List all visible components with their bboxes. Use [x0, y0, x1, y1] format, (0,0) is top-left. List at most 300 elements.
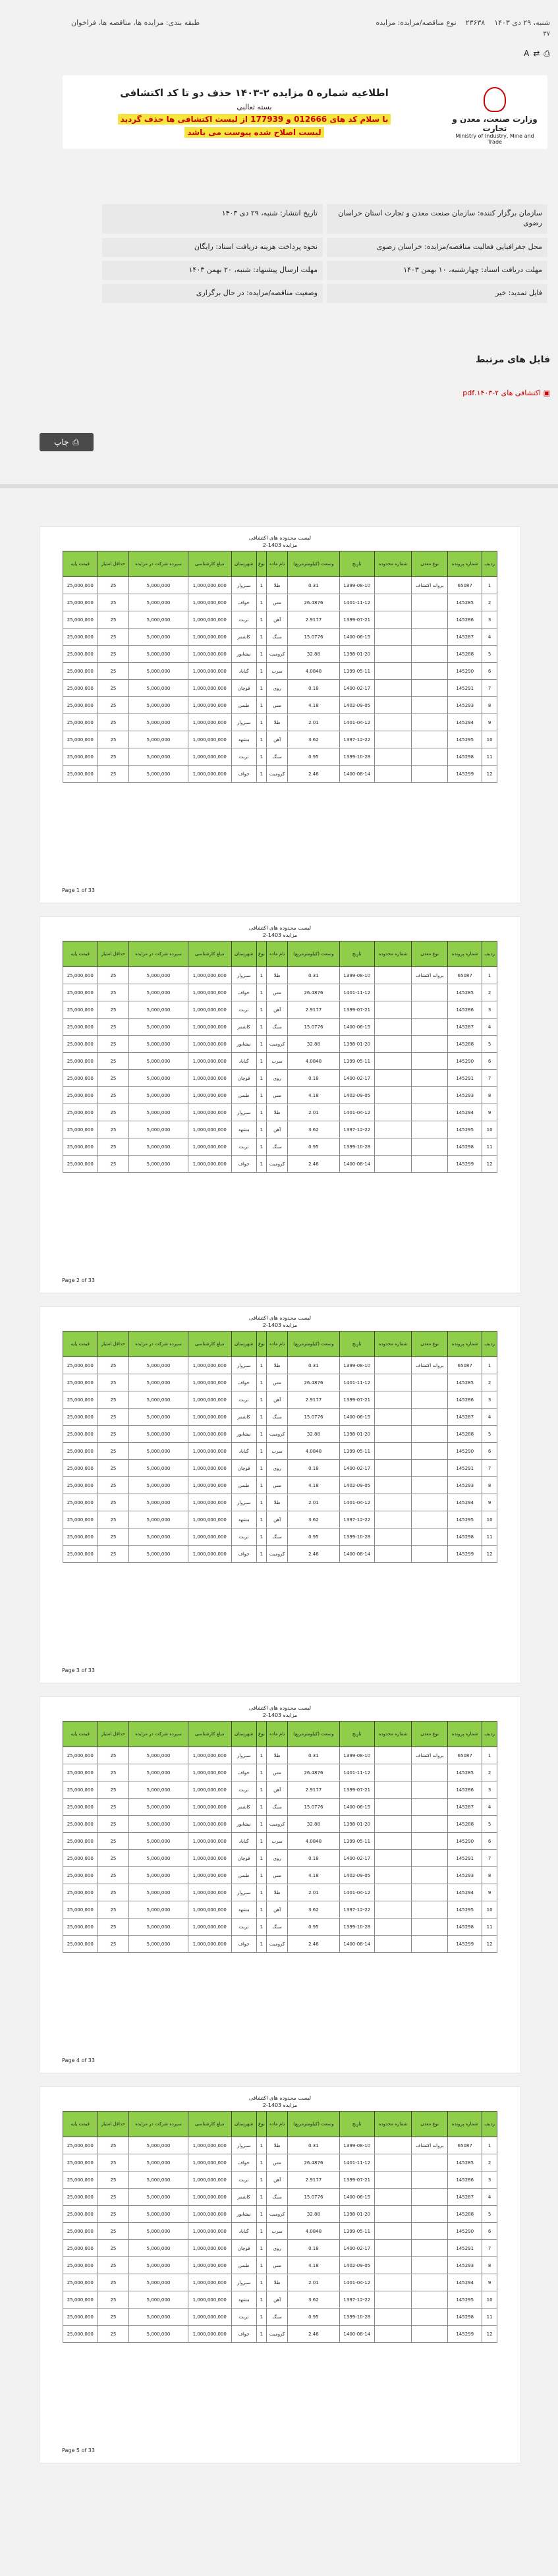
table-cell: 25: [98, 1546, 129, 1563]
table-row: [63, 1138, 497, 1156]
table-cell: 1,000,000,000: [188, 646, 231, 663]
table-row: [63, 1036, 497, 1053]
table-cell: 10: [482, 1121, 497, 1138]
table-cell: 1: [482, 1357, 497, 1374]
table-cell: 1,000,000,000: [188, 1138, 231, 1156]
pdf-page: [40, 917, 520, 1293]
table-row: [63, 766, 497, 783]
table-cell: 25,000,000: [63, 1884, 98, 1901]
table-cell: 1,000,000,000: [188, 1936, 231, 1953]
table-cell: 0.31: [288, 2137, 340, 2154]
table-cell: [412, 714, 448, 731]
table-cell: 145298: [448, 1918, 482, 1936]
table-header-cell: تاریخ: [339, 2112, 374, 2137]
table-cell: مس: [267, 984, 288, 1001]
table-cell: [374, 2223, 411, 2240]
table-cell: 1,000,000,000: [188, 1764, 231, 1781]
table-cell: 5,000,000: [129, 1901, 188, 1918]
table-cell: 1402-09-05: [339, 1087, 374, 1104]
table-cell: 1: [256, 1156, 267, 1173]
table-cell: 145287: [448, 1409, 482, 1426]
table-cell: 10: [482, 1901, 497, 1918]
pdf-page-footer: Page 4 of 33: [62, 2058, 95, 2063]
table-cell: 10: [482, 1511, 497, 1528]
pdf-page-subheader: مزایده 1403-2: [262, 1712, 298, 1718]
table-cell: 4.0848: [288, 1053, 340, 1070]
table-cell: 1400-08-14: [339, 1546, 374, 1563]
table-cell: 25,000,000: [63, 1477, 98, 1494]
table-cell: 11: [482, 748, 497, 766]
table-cell: 1: [256, 731, 267, 748]
table-cell: 8: [482, 697, 497, 714]
table-cell: سرب: [267, 1053, 288, 1070]
table-row: [63, 1799, 497, 1816]
table-cell: [412, 2171, 448, 2189]
table-cell: [374, 1121, 411, 1138]
table-cell: 1: [256, 1918, 267, 1936]
table-cell: 4.18: [288, 1087, 340, 1104]
table-row: [63, 1901, 497, 1918]
table-cell: 25: [98, 1528, 129, 1546]
table-cell: 1399-10-28: [339, 2309, 374, 2326]
table-header-cell: شماره پرونده: [448, 551, 482, 577]
table-cell: [412, 1884, 448, 1901]
table-cell: 25,000,000: [63, 714, 98, 731]
print-icon[interactable]: ⎙: [544, 49, 550, 58]
highlight-notice-1: با سلام کد های 012666 و 177939 از لیست اکتشافی ها حذف گردید: [118, 114, 391, 125]
table-cell: 26.4876: [288, 1374, 340, 1391]
table-cell: 25,000,000: [63, 594, 98, 611]
table-cell: [374, 1781, 411, 1799]
table-cell: [412, 2291, 448, 2309]
table-header-cell: ردیف: [482, 941, 497, 967]
table-row: [63, 2137, 497, 2154]
table-cell: 1,000,000,000: [188, 1546, 231, 1563]
table-cell: 25: [98, 1070, 129, 1087]
pdf-file-link[interactable]: [462, 389, 550, 397]
table-cell: 5,000,000: [129, 1460, 188, 1477]
table-cell: 6: [482, 1443, 497, 1460]
table-cell: [412, 984, 448, 1001]
table-cell: 145290: [448, 1833, 482, 1850]
table-cell: 1: [256, 663, 267, 680]
table-cell: قوچان: [231, 2240, 256, 2257]
print-button[interactable]: [40, 433, 94, 451]
table-cell: [374, 1443, 411, 1460]
table-cell: 25,000,000: [63, 1070, 98, 1087]
table-cell: [374, 2206, 411, 2223]
table-cell: 1,000,000,000: [188, 697, 231, 714]
table-cell: 1399-10-28: [339, 1918, 374, 1936]
table-cell: 145286: [448, 1391, 482, 1409]
table-cell: خواف: [231, 1546, 256, 1563]
table-cell: 25,000,000: [63, 663, 98, 680]
table-cell: 1399-05-11: [339, 1053, 374, 1070]
table-cell: 25,000,000: [63, 1528, 98, 1546]
table-header-cell: شماره محدوده: [374, 1331, 411, 1357]
table-cell: 7: [482, 2240, 497, 2257]
table-cell: 25: [98, 1053, 129, 1070]
table-cell: 5,000,000: [129, 1426, 188, 1443]
table-cell: پروانه اکتشاف: [412, 967, 448, 984]
table-cell: 25,000,000: [63, 2240, 98, 2257]
table-cell: 25,000,000: [63, 1781, 98, 1799]
table-header-cell: شهرستان: [231, 2112, 256, 2137]
table-cell: 9: [482, 1104, 497, 1121]
table-cell: 145288: [448, 1816, 482, 1833]
table-cell: 145291: [448, 1070, 482, 1087]
table-cell: 25,000,000: [63, 1918, 98, 1936]
table-cell: [374, 748, 411, 766]
table-cell: 25,000,000: [63, 1104, 98, 1121]
table-cell: [412, 680, 448, 697]
table-cell: [374, 1867, 411, 1884]
table-cell: 25,000,000: [63, 748, 98, 766]
table-cell: [374, 611, 411, 629]
pdf-page: [40, 1697, 520, 2073]
table-cell: 2.01: [288, 2274, 340, 2291]
table-row: [63, 577, 497, 594]
table-cell: 25,000,000: [63, 1799, 98, 1816]
table-cell: 1: [256, 748, 267, 766]
table-cell: 25: [98, 629, 129, 646]
table-cell: [412, 1460, 448, 1477]
table-cell: 25: [98, 1936, 129, 1953]
table-row: [63, 646, 497, 663]
table-cell: 3.62: [288, 1511, 340, 1528]
table-header-cell: شماره محدوده: [374, 2112, 411, 2137]
table-cell: طبس: [231, 697, 256, 714]
table-cell: سنگ: [267, 1019, 288, 1036]
table-cell: 5,000,000: [129, 2206, 188, 2223]
table-cell: [374, 1936, 411, 1953]
table-cell: 1399-07-21: [339, 1391, 374, 1409]
table-cell: 1: [256, 1901, 267, 1918]
table-cell: 1: [256, 1747, 267, 1764]
table-cell: 5,000,000: [129, 2257, 188, 2274]
table-cell: 5,000,000: [129, 1053, 188, 1070]
table-cell: 25: [98, 1781, 129, 1799]
table-cell: [412, 1477, 448, 1494]
table-cell: 3.62: [288, 2291, 340, 2309]
table-cell: 0.95: [288, 1918, 340, 1936]
table-cell: کرومیت: [267, 2206, 288, 2223]
table-cell: 145298: [448, 748, 482, 766]
table-row: [63, 2171, 497, 2189]
table-row: [63, 1104, 497, 1121]
table-cell: 25,000,000: [63, 1036, 98, 1053]
table-cell: 1399-05-11: [339, 2223, 374, 2240]
table-cell: 1,000,000,000: [188, 2171, 231, 2189]
table-cell: 1400-06-15: [339, 1409, 374, 1426]
table-cell: 4.18: [288, 1477, 340, 1494]
table-row: [63, 1936, 497, 1953]
table-cell: 25: [98, 1001, 129, 1019]
table-cell: 5,000,000: [129, 577, 188, 594]
table-cell: کاشمر: [231, 1409, 256, 1426]
table-cell: [374, 1053, 411, 1070]
table-cell: 5,000,000: [129, 663, 188, 680]
category[interactable]: طبقه بندی: مزایده ها، مناقصه ها، فراخوان: [71, 18, 200, 27]
table-cell: 25: [98, 1156, 129, 1173]
table-cell: مس: [267, 2154, 288, 2171]
pdf-page-subheader: مزایده 1403-2: [262, 2102, 298, 2108]
table-cell: 1,000,000,000: [188, 1001, 231, 1019]
table-cell: 5,000,000: [129, 2274, 188, 2291]
table-row: [63, 611, 497, 629]
table-cell: طبس: [231, 2257, 256, 2274]
table-cell: 1: [256, 629, 267, 646]
table-cell: 1,000,000,000: [188, 1070, 231, 1087]
pdf-page: [40, 2087, 520, 2463]
table-row: [63, 1494, 497, 1511]
table-cell: [374, 697, 411, 714]
pdf-page-header: لیست محدوده های اکتشافی: [248, 1315, 312, 1321]
table-cell: 1: [256, 2223, 267, 2240]
table-cell: 145286: [448, 1781, 482, 1799]
table-cell: 1399-07-21: [339, 611, 374, 629]
table-cell: 26.4876: [288, 984, 340, 1001]
table-cell: طلا: [267, 2137, 288, 2154]
table-row: [63, 1747, 497, 1764]
table-cell: 5,000,000: [129, 1070, 188, 1087]
info-grid: [102, 204, 547, 303]
table-cell: 25,000,000: [63, 984, 98, 1001]
table-cell: سرب: [267, 2223, 288, 2240]
table-row: [63, 2154, 497, 2171]
table-row: [63, 629, 497, 646]
table-row: [63, 714, 497, 731]
table-cell: 4.0848: [288, 1833, 340, 1850]
table-cell: [412, 629, 448, 646]
table-cell: 1,000,000,000: [188, 611, 231, 629]
table-cell: 2.9177: [288, 1001, 340, 1019]
table-cell: 5,000,000: [129, 2171, 188, 2189]
table-cell: 25: [98, 1901, 129, 1918]
pdf-page: [40, 527, 520, 903]
divider: [0, 484, 558, 488]
table-cell: 9: [482, 2274, 497, 2291]
table-cell: 145293: [448, 1867, 482, 1884]
table-cell: 25,000,000: [63, 697, 98, 714]
exploration-table: [63, 1331, 497, 1563]
subtitle: بسته ثعالبی: [237, 103, 272, 111]
table-cell: 1: [256, 1087, 267, 1104]
table-cell: [374, 1070, 411, 1087]
table-cell: 32.88: [288, 2206, 340, 2223]
table-cell: 5: [482, 646, 497, 663]
table-cell: 25,000,000: [63, 1053, 98, 1070]
table-cell: 1: [256, 594, 267, 611]
table-cell: 25: [98, 748, 129, 766]
table-cell: نیشابور: [231, 1816, 256, 1833]
table-cell: 145288: [448, 1426, 482, 1443]
table-header-cell: نوع معدن: [412, 1331, 448, 1357]
table-cell: 145290: [448, 663, 482, 680]
table-cell: پروانه اکتشاف: [412, 2137, 448, 2154]
table-cell: [374, 680, 411, 697]
table-cell: 12: [482, 1546, 497, 1563]
table-cell: سنگ: [267, 2309, 288, 2326]
share-icon[interactable]: ⇄: [533, 49, 540, 58]
table-cell: 1397-12-22: [339, 1121, 374, 1138]
table-cell: 0.18: [288, 1460, 340, 1477]
table-cell: 25,000,000: [63, 2206, 98, 2223]
table-cell: 1401-11-12: [339, 2154, 374, 2171]
table-cell: [412, 1546, 448, 1563]
table-cell: 5,000,000: [129, 1764, 188, 1781]
table-cell: 0.95: [288, 1138, 340, 1156]
table-cell: 5,000,000: [129, 984, 188, 1001]
table-cell: 1401-04-12: [339, 1494, 374, 1511]
table-cell: 2.01: [288, 1494, 340, 1511]
table-header-cell: مبلغ کارشناسی: [188, 941, 231, 967]
table-cell: [412, 1409, 448, 1426]
table-cell: 9: [482, 1494, 497, 1511]
table-row: [63, 663, 497, 680]
table-cell: 0.31: [288, 967, 340, 984]
table-cell: 1,000,000,000: [188, 2137, 231, 2154]
table-cell: 4: [482, 2189, 497, 2206]
table-cell: [412, 1918, 448, 1936]
table-cell: 15.0776: [288, 1019, 340, 1036]
table-cell: [374, 2154, 411, 2171]
table-row: [63, 680, 497, 697]
table-cell: 1399-05-11: [339, 1833, 374, 1850]
table-cell: خواف: [231, 2326, 256, 2343]
table-cell: 1: [482, 967, 497, 984]
table-cell: 5,000,000: [129, 1374, 188, 1391]
table-cell: 25,000,000: [63, 1443, 98, 1460]
table-cell: [374, 629, 411, 646]
table-cell: 25,000,000: [63, 1833, 98, 1850]
table-cell: [374, 2274, 411, 2291]
table-cell: 1399-08-10: [339, 1357, 374, 1374]
table-cell: 12: [482, 2326, 497, 2343]
table-cell: 0.18: [288, 2240, 340, 2257]
table-cell: 1400-08-14: [339, 1156, 374, 1173]
table-cell: [412, 1901, 448, 1918]
pdf-icon: ▣: [543, 389, 550, 397]
table-cell: 1399-10-28: [339, 1138, 374, 1156]
table-cell: [412, 1019, 448, 1036]
table-header-cell: نوع معدن: [412, 551, 448, 577]
table-cell: 1: [482, 1747, 497, 1764]
table-cell: [412, 766, 448, 783]
table-cell: 15.0776: [288, 2189, 340, 2206]
table-cell: 8: [482, 1087, 497, 1104]
table-cell: سبزوار: [231, 967, 256, 984]
table-cell: 25,000,000: [63, 611, 98, 629]
info-doc-deadline: مهلت دریافت اسناد: چهارشنبه، ۱۰ بهمن ۱۴۰۳: [327, 261, 547, 280]
info-extension: فایل تمدید: خیر: [327, 284, 547, 303]
table-cell: 25: [98, 731, 129, 748]
table-cell: 1,000,000,000: [188, 2206, 231, 2223]
table-cell: 1: [256, 1936, 267, 1953]
table-cell: 2.46: [288, 2326, 340, 2343]
table-cell: 2.46: [288, 1936, 340, 1953]
table-header-cell: نوع: [256, 2112, 267, 2137]
table-cell: تربت: [231, 1528, 256, 1546]
table-cell: طلا: [267, 2274, 288, 2291]
table-cell: 10: [482, 2291, 497, 2309]
pdf-page: [40, 1307, 520, 1683]
table-cell: 1401-11-12: [339, 594, 374, 611]
table-cell: [374, 646, 411, 663]
table-cell: 1399-07-21: [339, 1781, 374, 1799]
table-cell: مس: [267, 697, 288, 714]
table-cell: 25: [98, 2257, 129, 2274]
table-cell: [412, 1001, 448, 1019]
table-cell: 25,000,000: [63, 2309, 98, 2326]
table-header-cell: وسعت (کیلومترمربع): [288, 551, 340, 577]
table-header-cell: نوع: [256, 941, 267, 967]
table-cell: طلا: [267, 577, 288, 594]
table-cell: 1,000,000,000: [188, 663, 231, 680]
table-cell: 25,000,000: [63, 1001, 98, 1019]
table-cell: 25,000,000: [63, 1546, 98, 1563]
table-cell: [374, 1511, 411, 1528]
table-cell: گناباد: [231, 2223, 256, 2240]
table-cell: مشهد: [231, 1511, 256, 1528]
pdf-page-footer: Page 2 of 33: [62, 1277, 95, 1283]
table-cell: 145293: [448, 1087, 482, 1104]
ad-code: ۲۳۶۳۸: [465, 18, 486, 27]
table-cell: [374, 984, 411, 1001]
table-cell: 1,000,000,000: [188, 1747, 231, 1764]
table-row: [63, 1833, 497, 1850]
table-cell: 4.18: [288, 1867, 340, 1884]
table-cell: 25,000,000: [63, 1121, 98, 1138]
table-cell: 0.18: [288, 1850, 340, 1867]
table-cell: گناباد: [231, 1833, 256, 1850]
pdf-page-footer: Page 3 of 33: [62, 1667, 95, 1673]
table-cell: 1401-11-12: [339, 984, 374, 1001]
table-cell: 1,000,000,000: [188, 2291, 231, 2309]
table-cell: [412, 1121, 448, 1138]
table-cell: مس: [267, 594, 288, 611]
table-cell: [412, 1053, 448, 1070]
view-count: ۳۷: [543, 30, 550, 38]
table-cell: 1: [256, 1426, 267, 1443]
table-cell: سرب: [267, 663, 288, 680]
table-cell: 1: [256, 1121, 267, 1138]
table-cell: 2.9177: [288, 1391, 340, 1409]
table-cell: 5,000,000: [129, 1546, 188, 1563]
table-cell: 7: [482, 680, 497, 697]
table-cell: 1401-11-12: [339, 1374, 374, 1391]
table-cell: 25: [98, 2326, 129, 2343]
table-cell: 1,000,000,000: [188, 680, 231, 697]
table-cell: سنگ: [267, 2189, 288, 2206]
table-cell: سبزوار: [231, 714, 256, 731]
table-cell: گناباد: [231, 1443, 256, 1460]
table-cell: 25,000,000: [63, 1409, 98, 1426]
table-cell: 145299: [448, 1936, 482, 1953]
table-cell: [412, 2274, 448, 2291]
table-cell: 11: [482, 2309, 497, 2326]
table-cell: 1,000,000,000: [188, 1528, 231, 1546]
table-cell: 25,000,000: [63, 1019, 98, 1036]
table-cell: 1: [256, 1409, 267, 1426]
table-cell: 25: [98, 1764, 129, 1781]
font-size-icon[interactable]: A: [524, 49, 530, 58]
table-cell: کاشمر: [231, 629, 256, 646]
table-row: [63, 1816, 497, 1833]
table-cell: 11: [482, 1528, 497, 1546]
table-cell: 11: [482, 1138, 497, 1156]
table-cell: 25: [98, 2291, 129, 2309]
